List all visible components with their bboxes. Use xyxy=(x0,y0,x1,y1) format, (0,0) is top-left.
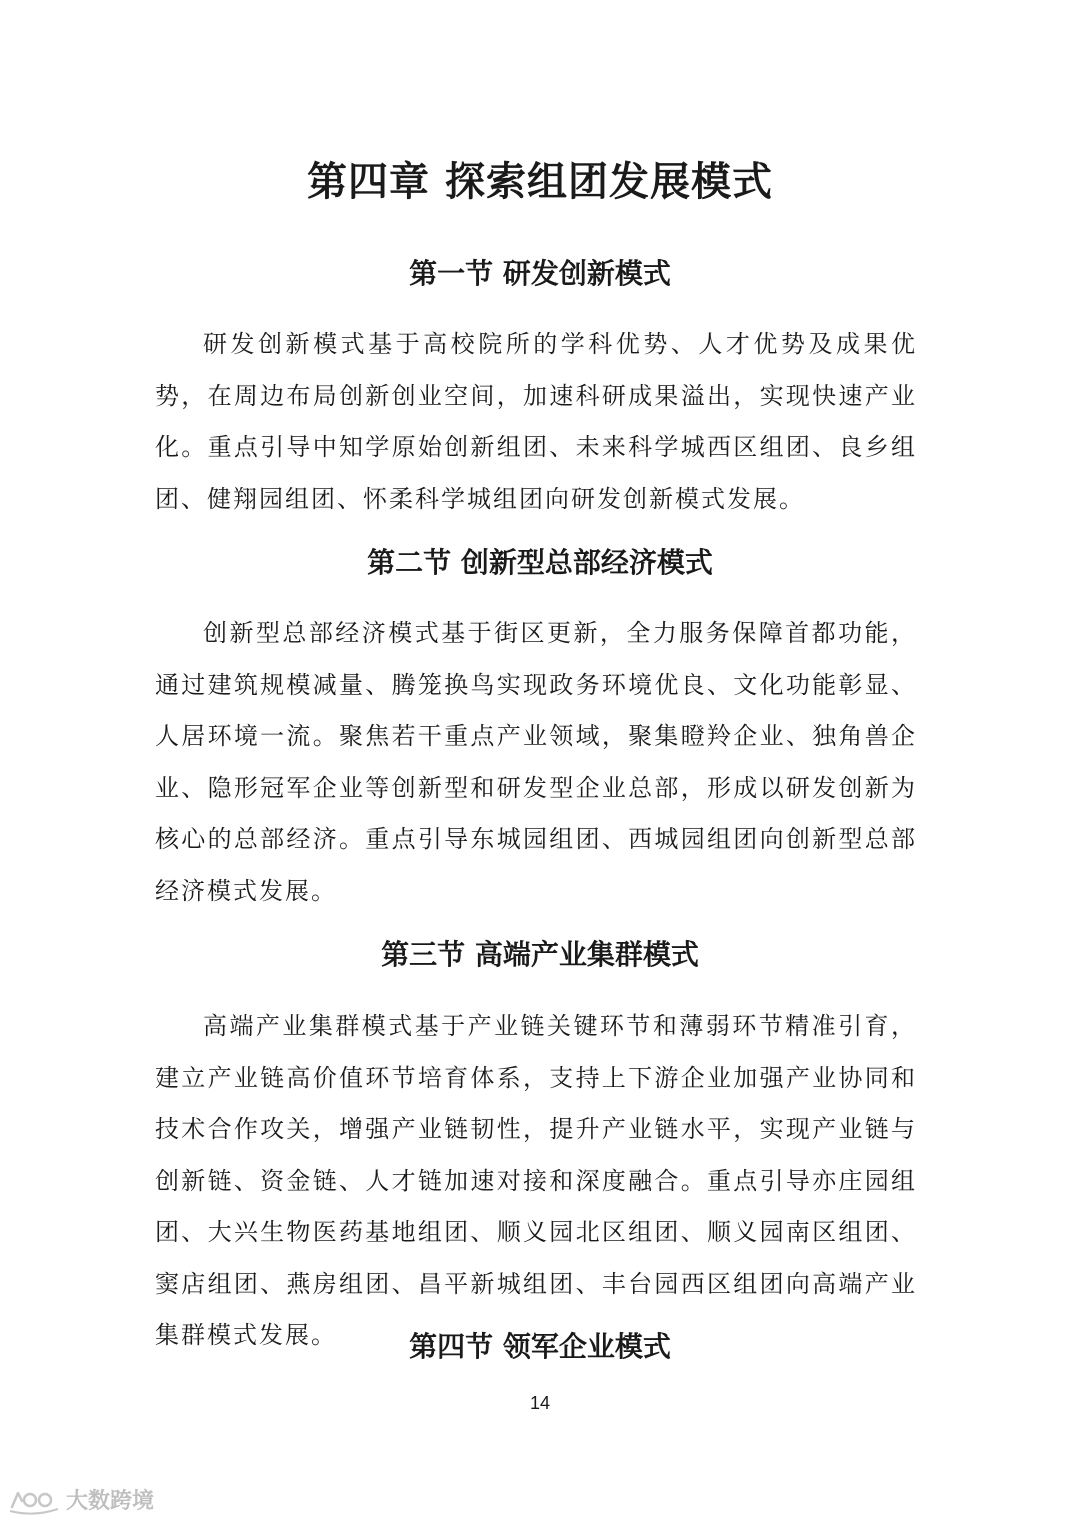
section-2-title: 第二节 创新型总部经济模式 xyxy=(367,546,713,579)
section-2-paragraph: 创新型总部经济模式基于街区更新，全力服务保障首都功能，通过建筑规模减量、腾笼换鸟实现政务环境优良、文化功能彰显、人居环境一流。聚焦若干重点产业领域，聚集瞪羚企业、独角兽企业、隐形冠军企业等创新型和研发型企业总部，形成以研发创新为核心的总部经济。重点引导东城园组团、西城园组团向创新型总部经济模式发展。 xyxy=(155,619,917,905)
chapter-title: 第四章 探索组团发展模式 xyxy=(307,159,773,205)
section-1-title: 第一节 研发创新模式 xyxy=(409,257,671,290)
watermark-text: 大数跨境 xyxy=(66,1489,155,1514)
section-4-title: 第四节 领军企业模式 xyxy=(409,1330,671,1363)
section-3-paragraph: 高端产业集群模式基于产业链关键环节和薄弱环节精准引育，建立产业链高价值环节培育体系，支持上下游企业加强产业协同和技术合作攻关，增强产业链韧性，提升产业链水平，实现产业链与创新链、资金链、人才链加速对接和深度融合。重点引导亦庄园组团、大兴生物医药基地组团、顺义园北区组团、顺义园南区组团、窦店组团、燕房组团、昌平新城组团、丰台园西区组团向高端产业集群模式发展。 xyxy=(155,1012,917,1349)
section-3-title: 第三节 高端产业集群模式 xyxy=(381,938,699,971)
brand-logo-icon xyxy=(8,1485,60,1515)
watermark xyxy=(8,1484,154,1515)
page-number: 14 xyxy=(529,1393,551,1413)
section-1-paragraph: 研发创新模式基于高校院所的学科优势、人才优势及成果优势，在周边布局创新创业空间，加速科研成果溢出，实现快速产业化。重点引导中知学原始创新组团、未来科学城西区组团、良乡组团、健翔园组团、怀柔科学城组团向研发创新模式发展。 xyxy=(155,330,917,513)
